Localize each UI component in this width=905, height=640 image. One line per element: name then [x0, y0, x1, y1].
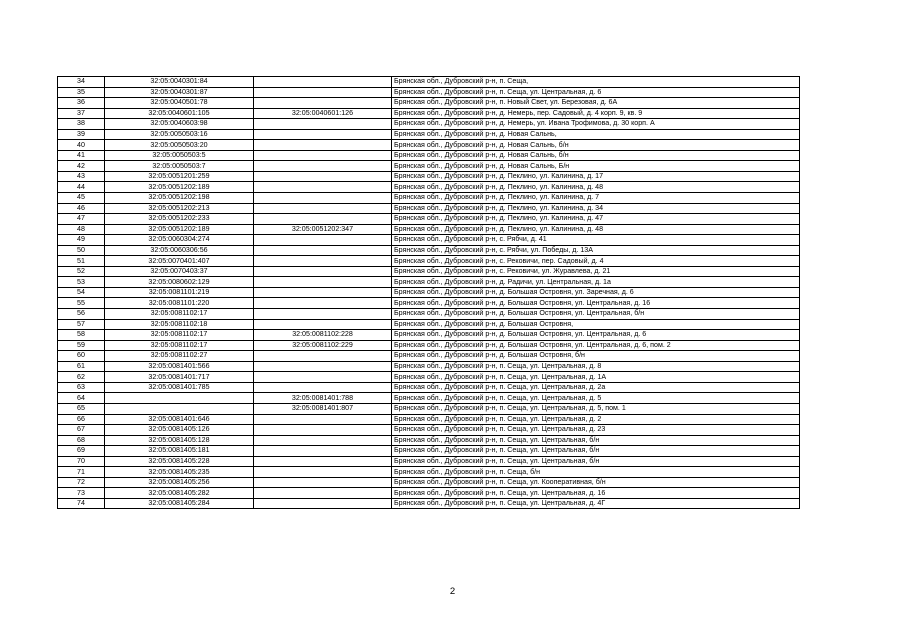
- cadastral-number-cell: 32:05:0040601:105: [105, 108, 254, 119]
- table-row: [58, 245, 800, 256]
- sub-cadastral-number-cell: [254, 77, 392, 88]
- cadastral-number-cell: 32:05:0040501:78: [105, 98, 254, 109]
- sub-cadastral-number-cell: [254, 382, 392, 393]
- sub-cadastral-number-cell: [254, 498, 392, 509]
- address-cell: Брянская обл., Дубровский р-н, п. Сеща, ул. Центральная, б/н: [392, 456, 800, 467]
- sub-cadastral-number-cell: 32:05:0081102:229: [254, 340, 392, 351]
- table-row: [58, 287, 800, 298]
- cadastral-number-cell: 32:05:0050503:5: [105, 150, 254, 161]
- row-number-cell: 68: [58, 435, 105, 446]
- row-number-cell: 71: [58, 467, 105, 478]
- sub-cadastral-number-cell: [254, 298, 392, 309]
- table-row: [58, 224, 800, 235]
- address-cell: Брянская обл., Дубровский р-н, д. Радичи, ул. Центральная, д. 1а: [392, 277, 800, 288]
- table-row: [58, 393, 800, 404]
- address-cell: Брянская обл., Дубровский р-н, п. Сеща, ул. Центральная, д. 8: [392, 361, 800, 372]
- sub-cadastral-number-cell: [254, 319, 392, 330]
- sub-cadastral-number-cell: [254, 414, 392, 425]
- cadastral-number-cell: 32:05:0081405:126: [105, 425, 254, 436]
- sub-cadastral-number-cell: [254, 351, 392, 362]
- cadastral-number-cell: 32:05:0051202:189: [105, 182, 254, 193]
- table-row: [58, 119, 800, 130]
- sub-cadastral-number-cell: [254, 467, 392, 478]
- address-cell: Брянская обл., Дубровский р-н, д. Новая Сальнь, б/н: [392, 140, 800, 151]
- cadastral-number-cell: 32:05:0060306:56: [105, 245, 254, 256]
- row-number-cell: 57: [58, 319, 105, 330]
- sub-cadastral-number-cell: [254, 150, 392, 161]
- cadastral-number-cell: 32:05:0081401:785: [105, 382, 254, 393]
- sub-cadastral-number-cell: [254, 266, 392, 277]
- sub-cadastral-number-cell: [254, 129, 392, 140]
- sub-cadastral-number-cell: [254, 435, 392, 446]
- cadastral-number-cell: 32:05:0070401:407: [105, 256, 254, 267]
- row-number-cell: 44: [58, 182, 105, 193]
- sub-cadastral-number-cell: 32:05:0081401:788: [254, 393, 392, 404]
- table-row: [58, 382, 800, 393]
- row-number-cell: 42: [58, 161, 105, 172]
- row-number-cell: 65: [58, 403, 105, 414]
- sub-cadastral-number-cell: [254, 171, 392, 182]
- table-row: [58, 488, 800, 499]
- sub-cadastral-number-cell: [254, 456, 392, 467]
- cadastral-number-cell: 32:05:0081405:284: [105, 498, 254, 509]
- address-cell: Брянская обл., Дубровский р-н, п. Сеща, ул. Центральная, д. 2: [392, 414, 800, 425]
- address-cell: Брянская обл., Дубровский р-н, с. Рековичи, ул. Журавлева, д. 21: [392, 266, 800, 277]
- sub-cadastral-number-cell: [254, 446, 392, 457]
- table-row: [58, 319, 800, 330]
- table-row: [58, 87, 800, 98]
- sub-cadastral-number-cell: [254, 214, 392, 225]
- table-row: [58, 140, 800, 151]
- table-row: [58, 298, 800, 309]
- sub-cadastral-number-cell: [254, 98, 392, 109]
- cadastral-number-cell: 32:05:0081102:17: [105, 309, 254, 320]
- cadastral-number-cell: 32:05:0081102:17: [105, 340, 254, 351]
- row-number-cell: 59: [58, 340, 105, 351]
- sub-cadastral-number-cell: [254, 203, 392, 214]
- cadastral-number-cell: 32:05:0040301:87: [105, 87, 254, 98]
- table-row: [58, 171, 800, 182]
- row-number-cell: 56: [58, 309, 105, 320]
- row-number-cell: 41: [58, 150, 105, 161]
- address-cell: Брянская обл., Дубровский р-н, п. Сеща, ул. Центральная, д. 6: [392, 87, 800, 98]
- cadastral-number-cell: 32:05:0050503:20: [105, 140, 254, 151]
- row-number-cell: 52: [58, 266, 105, 277]
- row-number-cell: 69: [58, 446, 105, 457]
- sub-cadastral-number-cell: [254, 372, 392, 383]
- row-number-cell: 54: [58, 287, 105, 298]
- sub-cadastral-number-cell: [254, 256, 392, 267]
- row-number-cell: 67: [58, 425, 105, 436]
- sub-cadastral-number-cell: [254, 277, 392, 288]
- table-row: [58, 77, 800, 88]
- cadastral-number-cell: 32:05:0081102:27: [105, 351, 254, 362]
- address-cell: Брянская обл., Дубровский р-н, п. Сеща, ул. Центральная, б/н: [392, 446, 800, 457]
- address-cell: Брянская обл., Дубровский р-н, д. Новая Сальнь, б/н: [392, 150, 800, 161]
- row-number-cell: 70: [58, 456, 105, 467]
- sub-cadastral-number-cell: [254, 161, 392, 172]
- cadastral-number-cell: 32:05:0070403:37: [105, 266, 254, 277]
- row-number-cell: 48: [58, 224, 105, 235]
- address-cell: Брянская обл., Дубровский р-н, д. Немерь, ул. Ивана Трофимова, д. 30 корп. А: [392, 119, 800, 130]
- cadastral-number-cell: 32:05:0081101:220: [105, 298, 254, 309]
- table-row: [58, 372, 800, 383]
- cadastral-number-cell: 32:05:0051201:259: [105, 171, 254, 182]
- row-number-cell: 60: [58, 351, 105, 362]
- cadastral-number-cell: 32:05:0051202:213: [105, 203, 254, 214]
- table-row: [58, 203, 800, 214]
- address-cell: Брянская обл., Дубровский р-н, п. Сеща, б/н: [392, 467, 800, 478]
- table-row: [58, 330, 800, 341]
- address-cell: Брянская обл., Дубровский р-н, д. Пеклино, ул. Калинина, д. 17: [392, 171, 800, 182]
- sub-cadastral-number-cell: 32:05:0051202:347: [254, 224, 392, 235]
- table-row: [58, 425, 800, 436]
- row-number-cell: 61: [58, 361, 105, 372]
- table-row: [58, 256, 800, 267]
- row-number-cell: 62: [58, 372, 105, 383]
- table-row: [58, 340, 800, 351]
- row-number-cell: 38: [58, 119, 105, 130]
- table-row: [58, 498, 800, 509]
- sub-cadastral-number-cell: [254, 87, 392, 98]
- table-row: [58, 361, 800, 372]
- table-row: [58, 235, 800, 246]
- row-number-cell: 46: [58, 203, 105, 214]
- address-cell: Брянская обл., Дубровский р-н, д. Немерь, пер. Садовый, д. 4 корп. 9, кв. 9: [392, 108, 800, 119]
- table-row: [58, 214, 800, 225]
- address-cell: Брянская обл., Дубровский р-н, п. Сеща,: [392, 77, 800, 88]
- sub-cadastral-number-cell: [254, 361, 392, 372]
- cadastral-number-cell: 32:05:0080602:129: [105, 277, 254, 288]
- cadastral-number-cell: [105, 403, 254, 414]
- table-row: [58, 108, 800, 119]
- sub-cadastral-number-cell: [254, 477, 392, 488]
- row-number-cell: 55: [58, 298, 105, 309]
- address-cell: Брянская обл., Дубровский р-н, д. Большая Островня, ул. Центральная, б/н: [392, 309, 800, 320]
- address-cell: Брянская обл., Дубровский р-н, п. Сеща, ул. Центральная, б/н: [392, 435, 800, 446]
- address-cell: Брянская обл., Дубровский р-н, д. Большая Островня, ул. Центральная, д. 16: [392, 298, 800, 309]
- address-cell: Брянская обл., Дубровский р-н, д. Новая Сальнь,: [392, 129, 800, 140]
- row-number-cell: 40: [58, 140, 105, 151]
- sub-cadastral-number-cell: [254, 140, 392, 151]
- row-number-cell: 73: [58, 488, 105, 499]
- row-number-cell: 50: [58, 245, 105, 256]
- cadastral-number-cell: 32:05:0040301:84: [105, 77, 254, 88]
- address-cell: Брянская обл., Дубровский р-н, п. Сеща, ул. Центральная, д. 23: [392, 425, 800, 436]
- table-body: [58, 77, 800, 509]
- row-number-cell: 36: [58, 98, 105, 109]
- table-row: [58, 477, 800, 488]
- cadastral-number-cell: 32:05:0081102:17: [105, 330, 254, 341]
- cadastral-number-cell: 32:05:0081405:181: [105, 446, 254, 457]
- sub-cadastral-number-cell: [254, 235, 392, 246]
- row-number-cell: 51: [58, 256, 105, 267]
- table-row: [58, 309, 800, 320]
- row-number-cell: 34: [58, 77, 105, 88]
- address-cell: Брянская обл., Дубровский р-н, п. Сеща, ул. Центральная, д. 5: [392, 393, 800, 404]
- cadastral-number-cell: 32:05:0050503:7: [105, 161, 254, 172]
- sub-cadastral-number-cell: [254, 245, 392, 256]
- table-row: [58, 193, 800, 204]
- row-number-cell: 49: [58, 235, 105, 246]
- address-cell: Брянская обл., Дубровский р-н, д. Большая Островня,: [392, 319, 800, 330]
- table-row: [58, 98, 800, 109]
- row-number-cell: 66: [58, 414, 105, 425]
- address-cell: Брянская обл., Дубровский р-н, с. Рябчи, д. 41: [392, 235, 800, 246]
- sub-cadastral-number-cell: [254, 309, 392, 320]
- row-number-cell: 63: [58, 382, 105, 393]
- table-row: [58, 277, 800, 288]
- cadastral-number-cell: 32:05:0081401:566: [105, 361, 254, 372]
- table-row: [58, 150, 800, 161]
- table-row: [58, 161, 800, 172]
- cadastral-number-cell: 32:05:0051202:198: [105, 193, 254, 204]
- table-row: [58, 182, 800, 193]
- address-cell: Брянская обл., Дубровский р-н, п. Сеща, ул. Центральная, д. 2а: [392, 382, 800, 393]
- address-cell: Брянская обл., Дубровский р-н, д. Большая Островня, ул. Центральная, д. 6: [392, 330, 800, 341]
- table-row: [58, 456, 800, 467]
- table-row: [58, 129, 800, 140]
- cadastral-number-cell: 32:05:0060304:274: [105, 235, 254, 246]
- address-cell: Брянская обл., Дубровский р-н, д. Новая Сальнь, Б/н: [392, 161, 800, 172]
- row-number-cell: 58: [58, 330, 105, 341]
- sub-cadastral-number-cell: [254, 287, 392, 298]
- table-row: [58, 351, 800, 362]
- row-number-cell: 72: [58, 477, 105, 488]
- cadastral-number-cell: 32:05:0081101:219: [105, 287, 254, 298]
- table-row: [58, 403, 800, 414]
- sub-cadastral-number-cell: [254, 425, 392, 436]
- row-number-cell: 43: [58, 171, 105, 182]
- row-number-cell: 64: [58, 393, 105, 404]
- address-cell: Брянская обл., Дубровский р-н, д. Пеклино, ул. Калинина, д. 47: [392, 214, 800, 225]
- row-number-cell: 45: [58, 193, 105, 204]
- sub-cadastral-number-cell: [254, 193, 392, 204]
- address-cell: Брянская обл., Дубровский р-н, п. Сеща, ул. Центральная, д. 1А: [392, 372, 800, 383]
- row-number-cell: 39: [58, 129, 105, 140]
- cadastral-number-cell: [105, 393, 254, 404]
- address-cell: Брянская обл., Дубровский р-н, п. Сеща, ул. Кооперативная, б/н: [392, 477, 800, 488]
- address-cell: Брянская обл., Дубровский р-н, д. Большая Островня, ул. Центральная, д. 6, пом. 2: [392, 340, 800, 351]
- table-row: [58, 446, 800, 457]
- row-number-cell: 37: [58, 108, 105, 119]
- cadastral-number-cell: 32:05:0081405:128: [105, 435, 254, 446]
- sub-cadastral-number-cell: [254, 182, 392, 193]
- sub-cadastral-number-cell: [254, 488, 392, 499]
- sub-cadastral-number-cell: 32:05:0040601:126: [254, 108, 392, 119]
- address-cell: Брянская обл., Дубровский р-н, п. Новый Свет, ул. Березовая, д. 6А: [392, 98, 800, 109]
- cadastral-number-cell: 32:05:0040603:98: [105, 119, 254, 130]
- sub-cadastral-number-cell: 32:05:0081401:807: [254, 403, 392, 414]
- table-row: [58, 467, 800, 478]
- address-cell: Брянская обл., Дубровский р-н, д. Пеклино, ул. Калинина, д. 34: [392, 203, 800, 214]
- address-cell: Брянская обл., Дубровский р-н, п. Сеща, ул. Центральная, д. 16: [392, 488, 800, 499]
- sub-cadastral-number-cell: [254, 119, 392, 130]
- table-row: [58, 414, 800, 425]
- cadastral-number-cell: 32:05:0081102:18: [105, 319, 254, 330]
- address-cell: Брянская обл., Дубровский р-н, д. Большая Островня, ул. Заречная, д. 6: [392, 287, 800, 298]
- address-cell: Брянская обл., Дубровский р-н, с. Рековичи, пер. Садовый, д. 4: [392, 256, 800, 267]
- cadastral-number-cell: 32:05:0051202:233: [105, 214, 254, 225]
- address-cell: Брянская обл., Дубровский р-н, с. Рябчи, ул. Победы, д. 13А: [392, 245, 800, 256]
- row-number-cell: 53: [58, 277, 105, 288]
- property-table: [57, 76, 800, 509]
- address-cell: Брянская обл., Дубровский р-н, п. Сеща, ул. Центральная, д. 5, пом. 1: [392, 403, 800, 414]
- cadastral-number-cell: 32:05:0081405:235: [105, 467, 254, 478]
- cadastral-number-cell: 32:05:0081405:228: [105, 456, 254, 467]
- address-cell: Брянская обл., Дубровский р-н, д. Пеклино, ул. Калинина, д. 48: [392, 224, 800, 235]
- address-cell: Брянская обл., Дубровский р-н, д. Пеклино, ул. Калинина, д. 7: [392, 193, 800, 204]
- cadastral-number-cell: 32:05:0081401:717: [105, 372, 254, 383]
- cadastral-number-cell: 32:05:0050503:16: [105, 129, 254, 140]
- table-row: [58, 435, 800, 446]
- cadastral-number-cell: 32:05:0051202:189: [105, 224, 254, 235]
- address-cell: Брянская обл., Дубровский р-н, д. Большая Островня, б/н: [392, 351, 800, 362]
- cadastral-number-cell: 32:05:0081401:646: [105, 414, 254, 425]
- cadastral-number-cell: 32:05:0081405:282: [105, 488, 254, 499]
- cadastral-number-cell: 32:05:0081405:256: [105, 477, 254, 488]
- table-row: [58, 266, 800, 277]
- row-number-cell: 74: [58, 498, 105, 509]
- sub-cadastral-number-cell: 32:05:0081102:228: [254, 330, 392, 341]
- row-number-cell: 47: [58, 214, 105, 225]
- page-number: 2: [449, 586, 456, 597]
- row-number-cell: 35: [58, 87, 105, 98]
- address-cell: Брянская обл., Дубровский р-н, д. Пеклино, ул. Калинина, д. 48: [392, 182, 800, 193]
- address-cell: Брянская обл., Дубровский р-н, п. Сеща, ул. Центральная, д. 4Г: [392, 498, 800, 509]
